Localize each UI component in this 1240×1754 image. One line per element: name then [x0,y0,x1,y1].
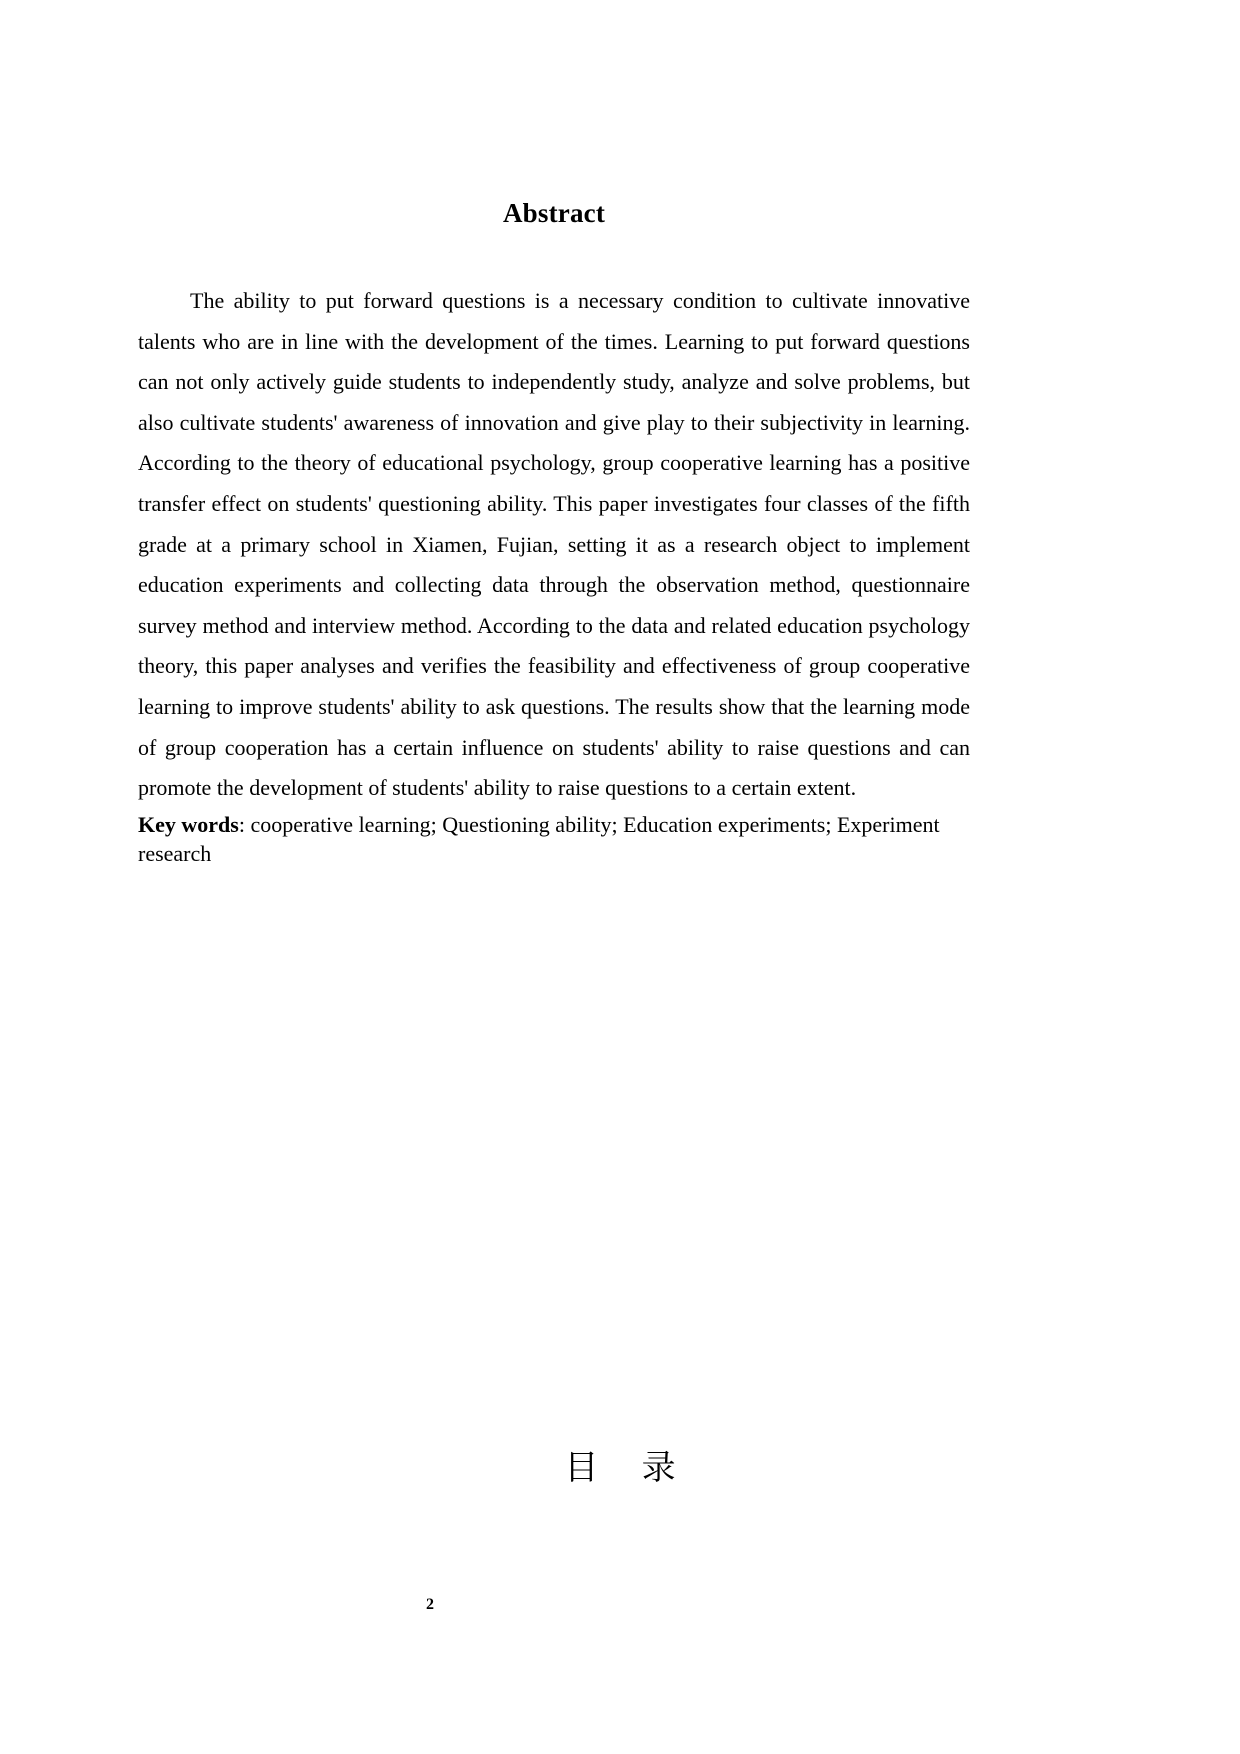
contents-heading: 目 录 [564,1448,676,1488]
keywords-line [138,809,970,868]
page-number: 2 [426,1596,434,1613]
keywords-value: cooperative learning; Questioning ability; Education experiments; Experiment research [138,811,940,866]
abstract-heading: Abstract [502,198,606,228]
keywords-separator: : [238,811,251,837]
keywords-label: Key words [138,811,239,837]
abstract-body-paragraph: The ability to put forward questions is a necessary condition to cultivate innovative talents who are in line with the development of the times. Learning to put forward questions can not only actively guide students to independently study, analyze and solve problems, but also cultivate students' awareness of innovation and give play to their subjectivity in learning. According to the theory of educational psychology, group cooperative learning has a positive transfer effect on students' questioning ability. This paper investigates four classes of the fifth grade at a primary school in Xiamen, Fujian, setting it as a research object to implement education experiments and collecting data through the observation method, questionnaire survey method and interview method. According to the data and related education psychology theory, this paper analyses and verifies the feasibility and effectiveness of group cooperative learning to improve students' ability to ask questions. The results show that the learning mode of group cooperation has a certain influence on students' ability to raise questions and can promote the development of students' ability to raise questions to a certain extent. [138,288,970,801]
page-content [138,0,970,868]
